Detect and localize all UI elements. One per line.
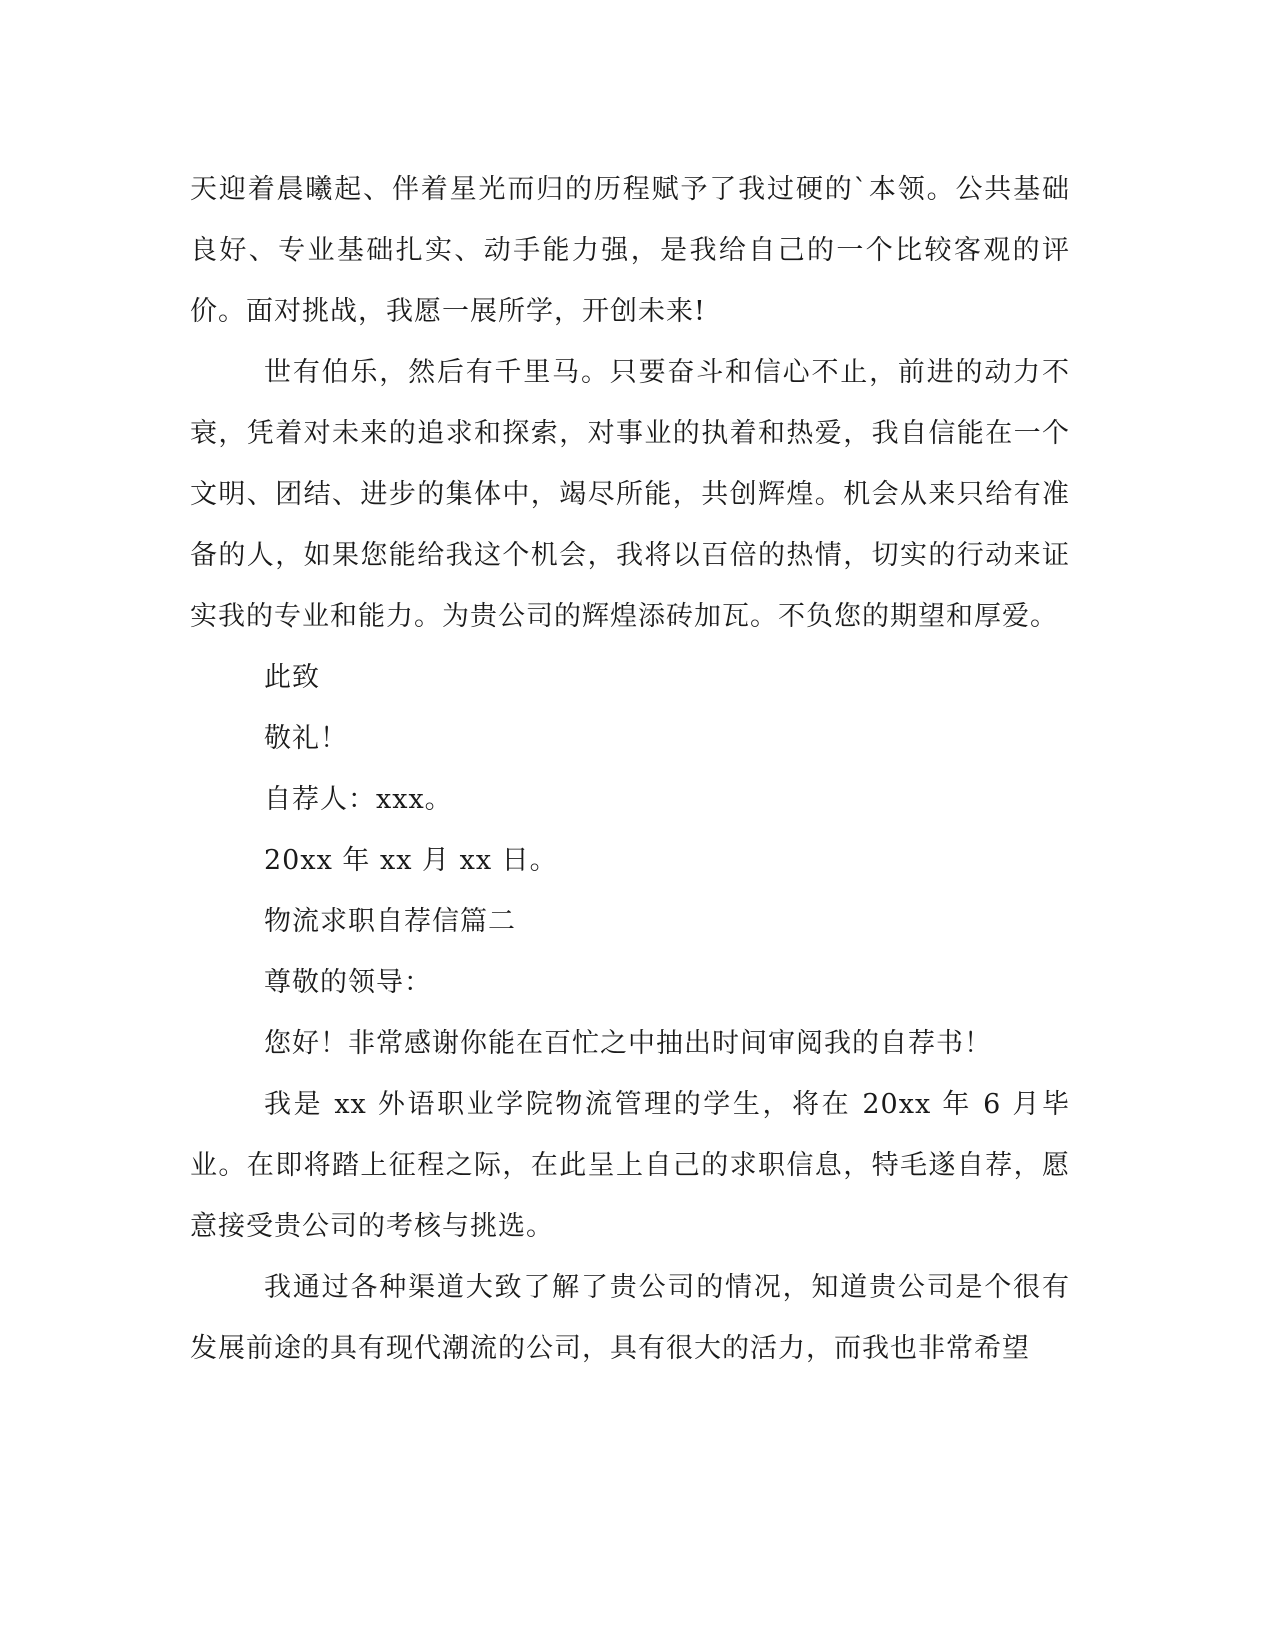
paragraph-intro: 我是 xx 外语职业学院物流管理的学生，将在 20xx 年 6 月毕业。在即将踏上征程之际，在此呈上自己的求职信息，特毛遂自荐，愿意接受贵公司的考核与挑选。 [190,1089,1070,1242]
closing-cizhi: 此致 [264,662,320,693]
signer-line: 自荐人：xxx。 [264,784,453,815]
paragraph-company: 我通过各种渠道大致了解了贵公司的情况，知道贵公司是个很有发展前途的具有现代潮流的公司，具有很大的活力，而我也非常希望 [190,1272,1070,1364]
paragraph-continuation: 天迎着晨曦起、伴着星光而归的历程赋予了我过硬的`本领。公共基础良好、专业基础扎实、动手能力强，是我给自己的一个比较客观的评价。面对挑战，我愿一展所学，开创未来! [190,174,1070,327]
salutation: 尊敬的领导： [264,967,432,998]
document-body [190,159,1070,1379]
greeting-line: 您好！非常感谢你能在百忙之中抽出时间审阅我的自荐书！ [264,1028,992,1059]
section-title: 物流求职自荐信篇二 [264,906,516,937]
paragraph-bole: 世有伯乐，然后有千里马。只要奋斗和信心不止，前进的动力不衰，凭着对未来的追求和探索，对事业的执着和热爱，我自信能在一个文明、团结、进步的集体中，竭尽所能，共创辉煌。机会从来只给有准备的人，如果您能给我这个机会，我将以百倍的热情，切实的行动来证实我的专业和能力。为贵公司的辉煌添砖加瓦。不负您的期望和厚爱。 [190,357,1070,632]
closing-jingli: 敬礼！ [264,723,348,754]
date-line: 20xx 年 xx 月 xx 日。 [264,845,558,876]
